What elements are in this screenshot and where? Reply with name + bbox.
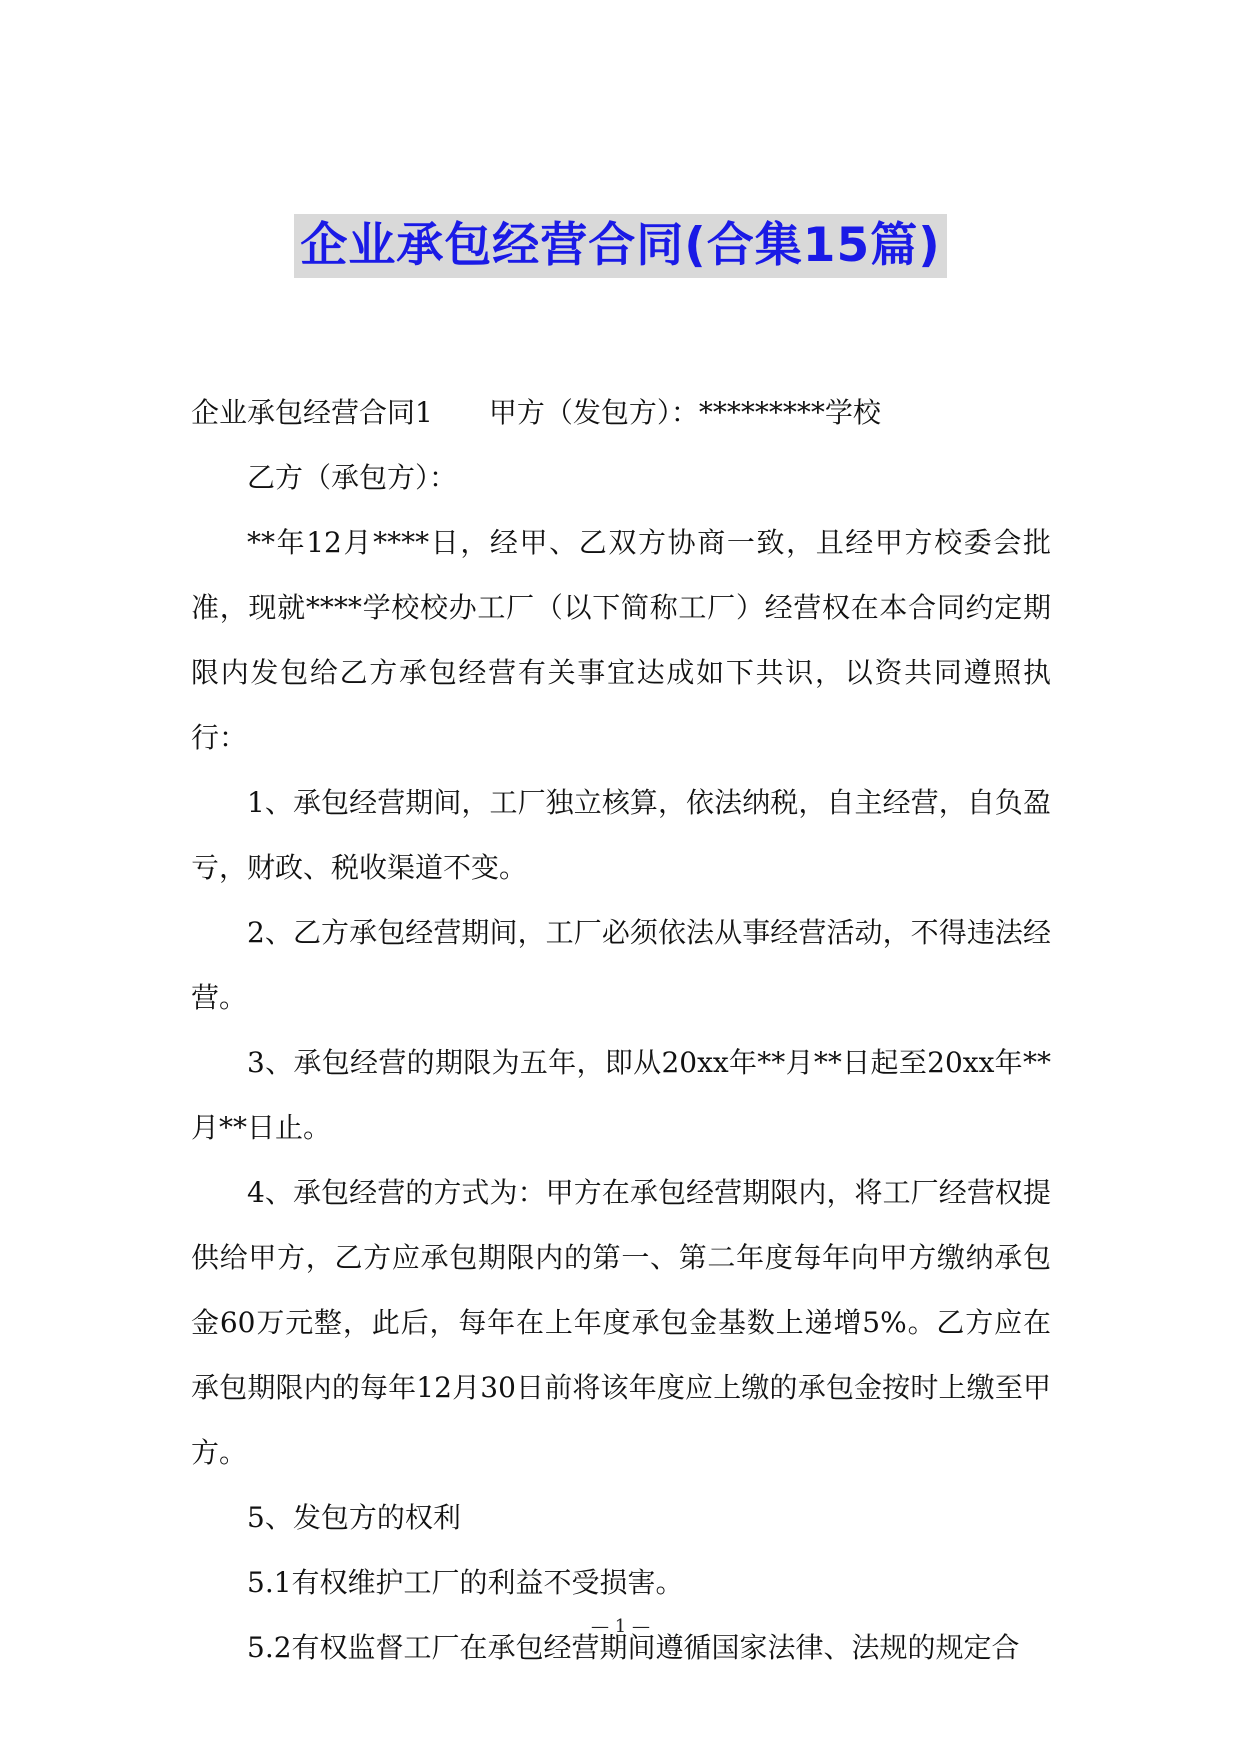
paragraph: 5.2有权监督工厂在承包经营期间遵循国家法律、法规的规定合: [247, 1631, 1020, 1664]
page-number: — 1 —: [591, 1616, 650, 1637]
paragraph: 3、承包经营的期限为五年，即从20xx年**月**日起至20xx年**月**日止。: [191, 1046, 1051, 1144]
paragraph: 乙方（承包方）：: [247, 461, 458, 494]
title-container: [0, 214, 1241, 278]
paragraph: 2、乙方承包经营期间，工厂必须依法从事经营活动，不得违法经营。: [191, 916, 1051, 1014]
paragraph: 1、承包经营期间，工厂独立核算，依法纳税，自主经营，自负盈亏，财政、税收渠道不变。: [191, 786, 1051, 884]
paragraph-first-line: 企业承包经营合同1 甲方（发包方）：*********学校: [191, 396, 881, 429]
document-body: [191, 380, 1051, 1680]
paragraph: **年12月****日，经甲、乙双方协商一致，且经甲方校委会批准，现就****学校校办工厂（以下简称工厂）经营权在本合同约定期限内发包给乙方承包经营有关事宜达成如下共识，以资共同遵照执行：: [191, 526, 1051, 754]
document-title: 企业承包经营合同(合集15篇): [294, 214, 946, 278]
paragraph: 5.1有权维护工厂的利益不受损害。: [247, 1566, 684, 1599]
paragraph: 4、承包经营的方式为：甲方在承包经营期限内，将工厂经营权提供给甲方，乙方应承包期限内的第一、第二年度每年向甲方缴纳承包金60万元整，此后，每年在上年度承包金基数上递增5%。乙方应在承包期限内的每年12月30日前将该年度应上缴的承包金按时上缴至甲方。: [191, 1176, 1051, 1469]
paragraph: 5、发包方的权利: [247, 1501, 461, 1534]
